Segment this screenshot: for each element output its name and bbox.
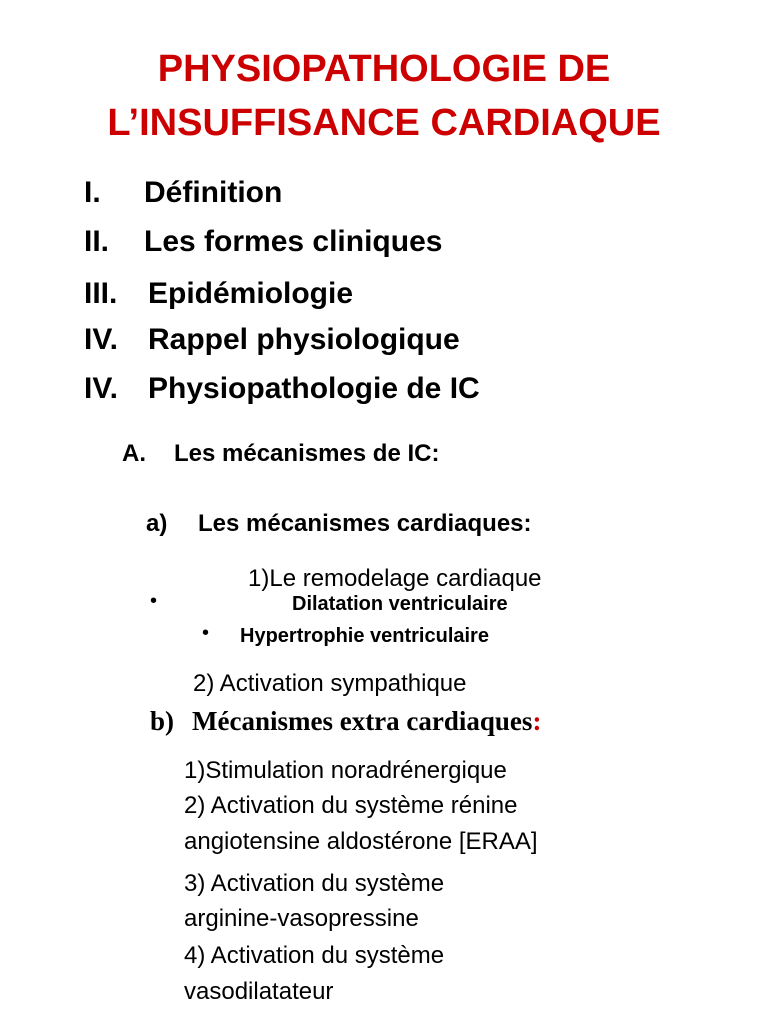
subsection-b-heading (192, 706, 541, 737)
section-a-letter: A. (122, 440, 146, 467)
toc-item-formes-cliniques: Les formes cliniques (144, 225, 443, 258)
subsection-b-label: Mécanismes extra cardiaques (192, 706, 533, 736)
extra-item-2-cont: angiotensine aldostérone [ERAA] (184, 828, 538, 855)
bullet-dot: • (150, 590, 158, 612)
extra-item-3: 3) Activation du système (184, 870, 445, 897)
extra-item-1: 1)Stimulation noradrénergique (184, 757, 507, 784)
remodelage-item: 1)Le remodelage cardiaque (248, 565, 542, 592)
bullet-dot: • (202, 622, 210, 644)
toc-item-epidemiologie: Epidémiologie (148, 277, 354, 310)
page-title-line-1: PHYSIOPATHOLOGIE DE (157, 48, 611, 90)
dilatation-item: Dilatation ventriculaire (292, 593, 508, 615)
toc-item-definition: Définition (144, 176, 283, 209)
subsection-b-letter: b) (150, 706, 175, 736)
toc-number: II. (84, 225, 110, 258)
toc-number: IV. (84, 372, 118, 405)
toc-item-rappel-physiologique: Rappel physiologique (148, 323, 460, 356)
extra-item-4-cont: vasodilatateur (184, 978, 334, 1005)
section-a-heading: Les mécanismes de IC: (174, 440, 440, 467)
toc-number: I. (84, 176, 101, 209)
toc-number: IV. (84, 323, 118, 356)
extra-item-3-cont: arginine-vasopressine (184, 905, 419, 932)
page-title-line-2: L’INSUFFISANCE CARDIAQUE (107, 102, 661, 144)
extra-item-4: 4) Activation du système (184, 942, 445, 969)
subsection-b-colon: : (532, 706, 542, 736)
subsection-a-heading: Les mécanismes cardiaques: (198, 510, 532, 537)
hypertrophie-item: Hypertrophie ventriculaire (240, 625, 489, 647)
toc-item-physiopathologie: Physiopathologie de IC (148, 372, 480, 405)
activation-sympathique-item: 2) Activation sympathique (193, 670, 467, 697)
toc-number: III. (84, 277, 118, 310)
extra-item-2: 2) Activation du système rénine (184, 792, 518, 819)
subsection-a-letter: a) (146, 510, 168, 537)
